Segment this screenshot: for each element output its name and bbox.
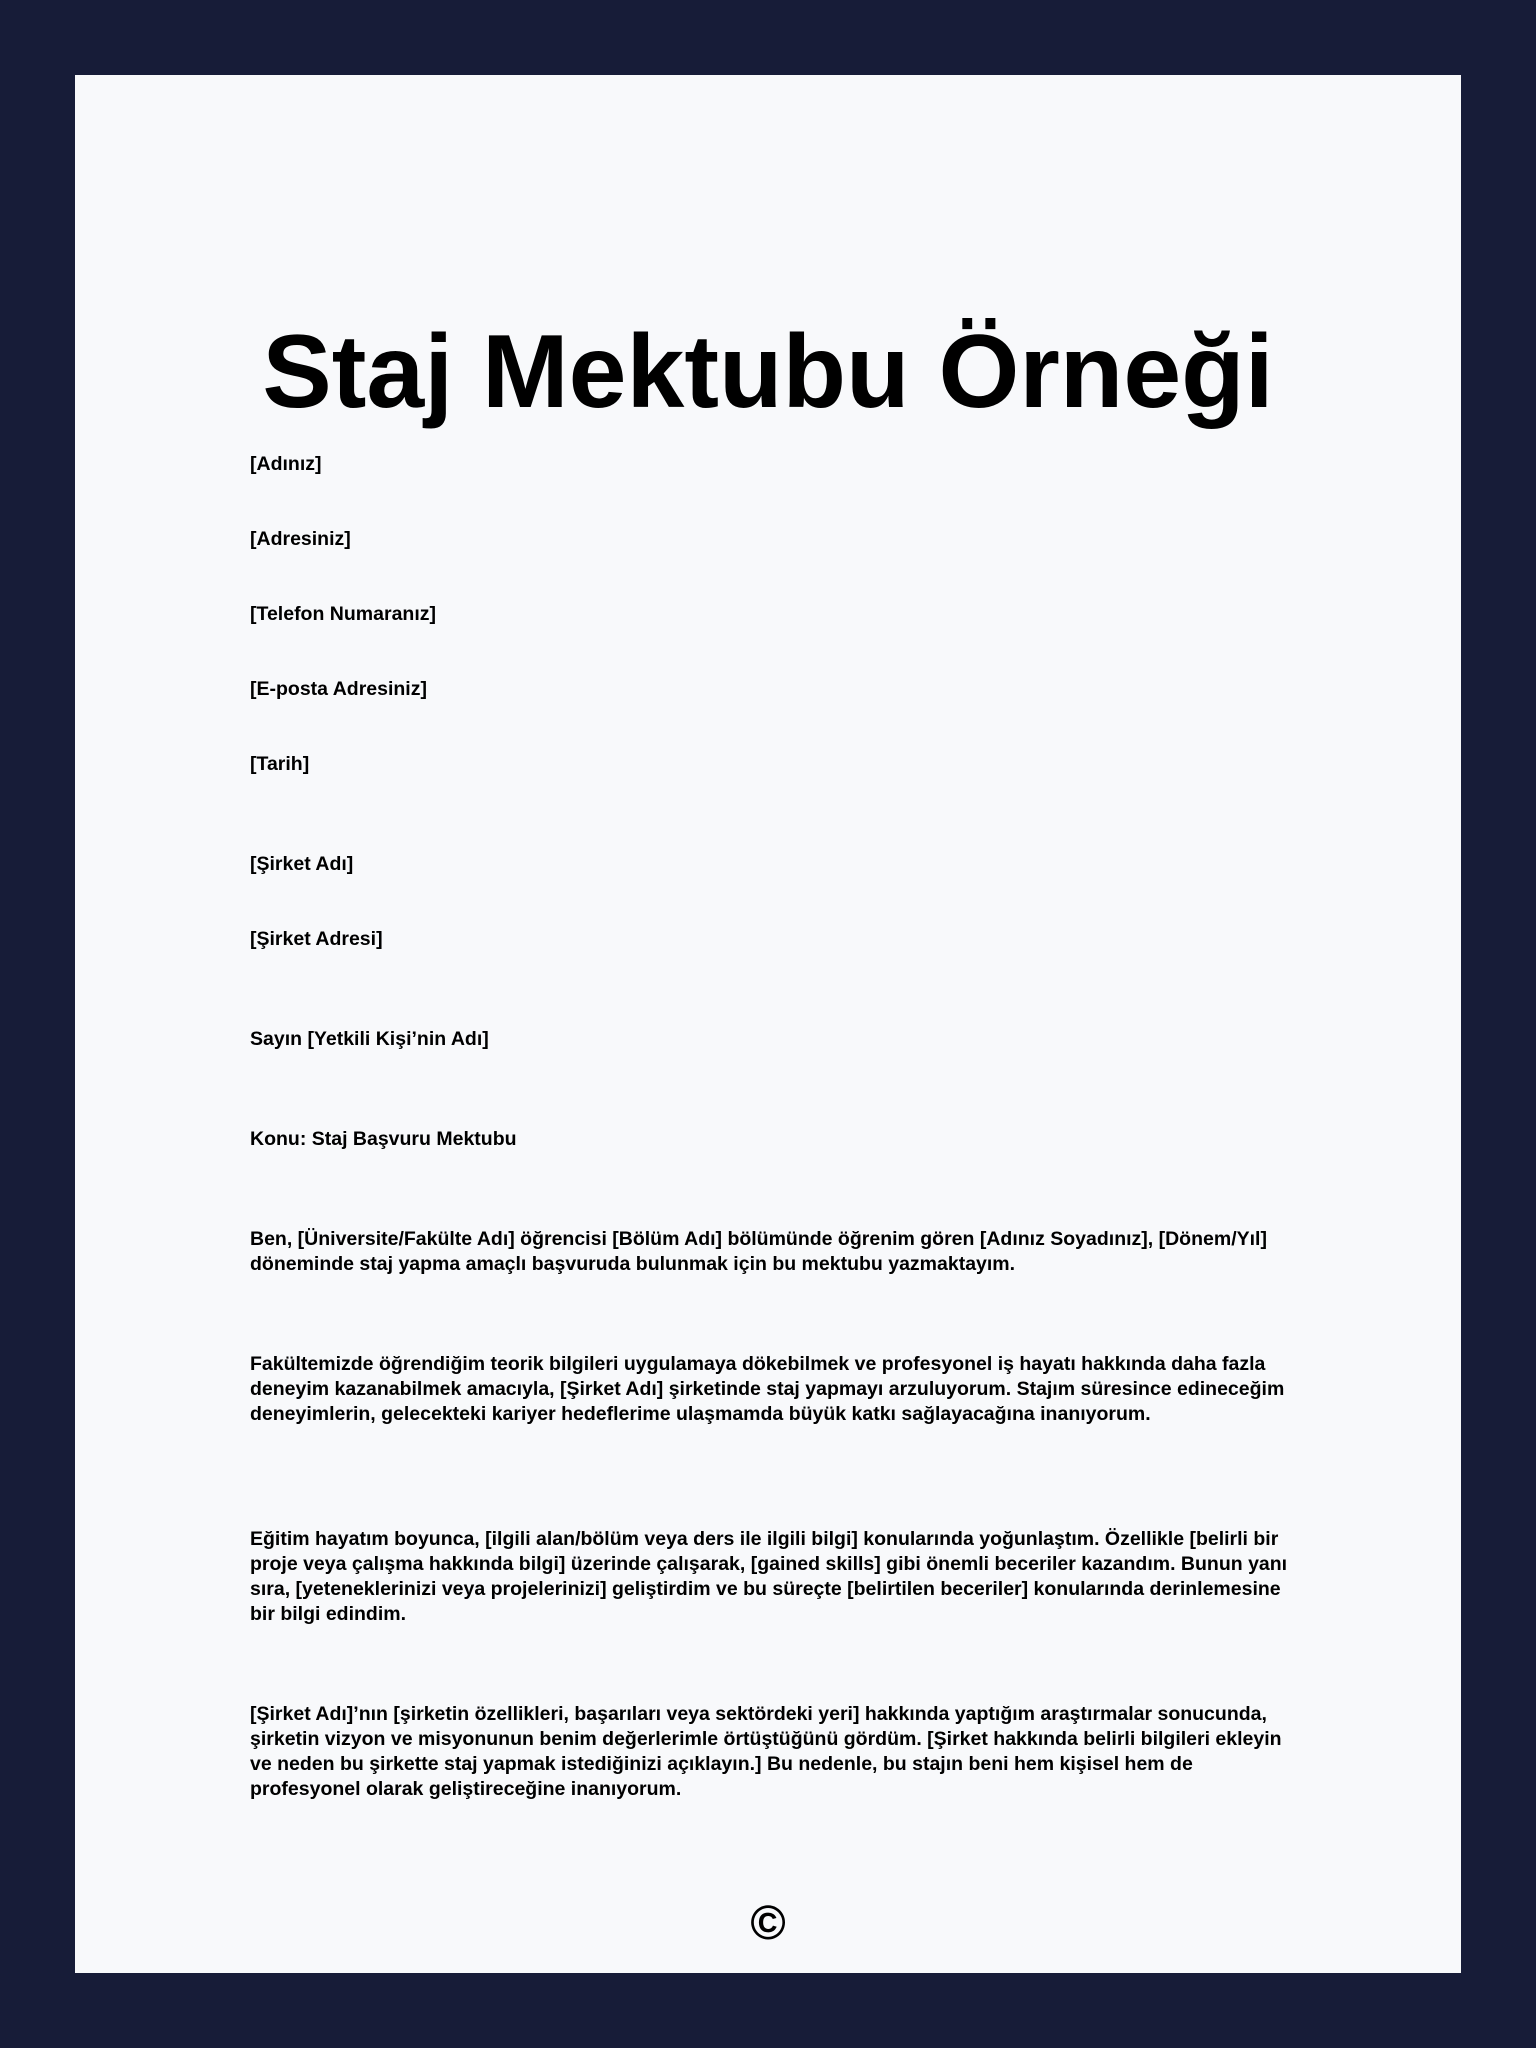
paragraph-4: [Şirket Adı]’nın [şirketin özellikleri, başarıları veya sektördeki yeri] hakkında yaptığım araştırmalar sonucunda, şirketin vizyon ve misyonunun benim değerlerimle örtüştüğünü gördüm. [Şirket hakkında belirli bilgileri ekleyin ve neden bu şirkette staj yapmak istediğinizi açıklayın.] Bu nedenle, bu stajın beni hem kişisel hem de profesyonel olarak geliştireceğine inanıyorum.	[250, 1703, 1282, 1800]
letter-date: [Tarih]	[250, 753, 310, 775]
document-page	[75, 75, 1461, 1973]
sender-name: [Adınız]	[250, 453, 322, 475]
document-title: Staj Mektubu Örneği	[262, 314, 1274, 430]
sender-email: [E-posta Adresiniz]	[250, 678, 427, 700]
paragraph-1: Ben, [Üniversite/Fakülte Adı] öğrencisi [Bölüm Adı] bölümünde öğrenim gören [Adınız Soyadınız], [Dönem/Yıl] döneminde staj yapma amaçlı başvuruda bulunmak için bu mektubu yazmaktayım.	[250, 1228, 1267, 1275]
subject-line: Konu: Staj Başvuru Mektubu	[250, 1128, 517, 1150]
paragraph-2: Fakültemizde öğrendiğim teorik bilgileri uygulamaya dökebilmek ve profesyonel iş hayatı hakkında daha fazla deneyim kazanabilmek amacıyla, [Şirket Adı] şirketinde staj yapmayı arzuluyorum. Stajım süresince edineceğim deneyimlerin, gelecekteki kariyer hedeflerime ulaşmamda büyük katkı sağlayacağına inanıyorum.	[250, 1353, 1285, 1425]
sender-phone: [Telefon Numaranız]	[250, 603, 436, 625]
recipient-company-name: [Şirket Adı]	[250, 853, 354, 875]
copyright-symbol: ©	[750, 1897, 786, 1950]
salutation: Sayın [Yetkili Kişi’nin Adı]	[250, 1028, 489, 1050]
recipient-company-address: [Şirket Adresi]	[250, 928, 383, 950]
sender-address: [Adresiniz]	[250, 528, 351, 550]
paragraph-3: Eğitim hayatım boyunca, [ilgili alan/bölüm veya ders ile ilgili bilgi] konularında yoğunlaştım. Özellikle [belirli bir proje veya çalışma hakkında bilgi] üzerinde çalışarak, [gained skills] gibi önemli beceriler kazandım. Bunun yanı sıra, [yeteneklerinizi veya projelerinizi] geliştirdim ve bu süreçte [belirtilen beceriler] konularında derinlemesine bir bilgi edindim.	[250, 1528, 1288, 1625]
